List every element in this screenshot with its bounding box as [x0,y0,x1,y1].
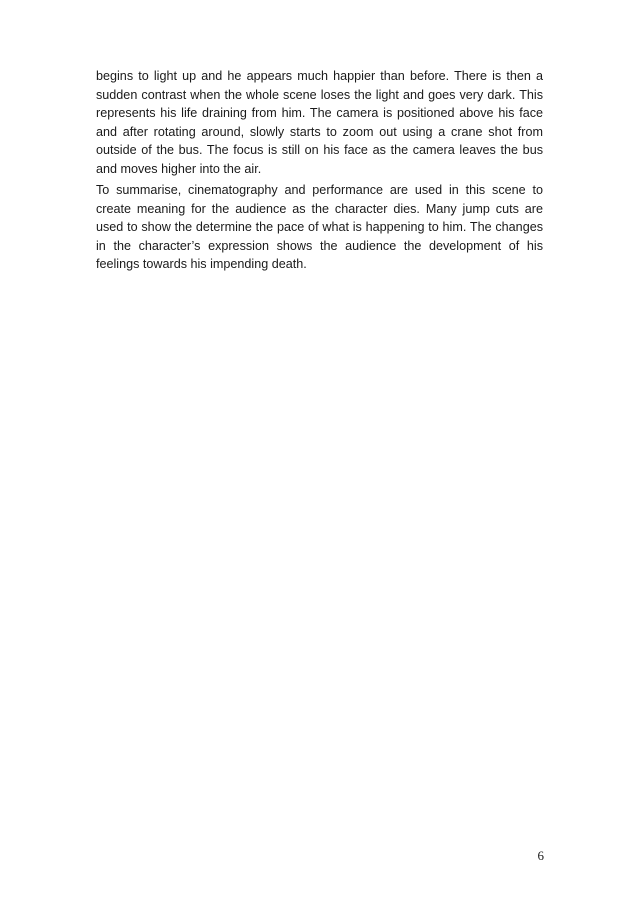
body-paragraph-1: begins to light up and he appears much happier than before. There is then a sudden contrast when the whole scene loses the light and goes very dark. This represents his life draining from him. The camera is positioned above his face and after rotating around, slowly starts to zoom out using a crane shot from outside of the bus. The focus is still on his face as the camera leaves the bus and moves higher into the air. [96,69,543,176]
page-number: 6 [537,848,544,863]
body-paragraph-2: To summarise, cinematography and performance are used in this scene to create meaning for the audience as the character dies. Many jump cuts are used to show the determine the pace of what is happening to him. The changes in the character’s expression shows the audience the development of his feelings towards his impending death. [96,183,543,272]
